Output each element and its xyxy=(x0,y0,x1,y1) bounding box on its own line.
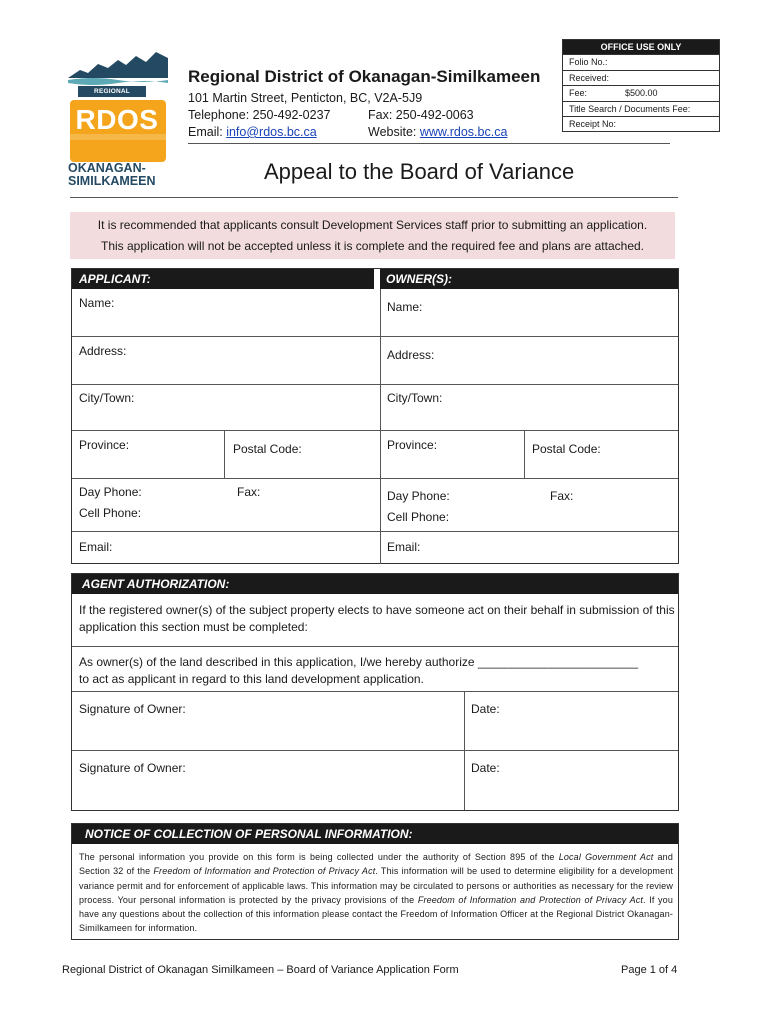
header-divider xyxy=(188,143,670,144)
row-divider xyxy=(72,384,678,385)
collection-notice-section xyxy=(71,823,679,940)
email-label: Email: xyxy=(188,125,227,139)
collection-text-2: and Section 32 of the xyxy=(79,852,673,877)
applicant-email-field[interactable]: Email: xyxy=(79,540,113,554)
collection-notice-text xyxy=(79,850,673,936)
collection-text-1: The personal information you provide on this form is being collected under the authority of Section 895 of the xyxy=(79,852,559,862)
applicant-cell-phone-field[interactable]: Cell Phone: xyxy=(79,506,142,520)
office-received: Received: xyxy=(563,70,719,86)
logo-region-label: REGIONAL xyxy=(78,86,146,97)
logo-name-line2: SIMILKAMEEN xyxy=(68,174,156,188)
row-divider xyxy=(72,750,678,751)
logo-acronym: RDOS xyxy=(75,104,159,135)
owner-name-field[interactable]: Name: xyxy=(387,300,423,314)
office-fee-label: Fee: xyxy=(569,88,588,99)
applicant-name-field[interactable]: Name: xyxy=(79,296,115,310)
applicant-day-phone-field[interactable]: Day Phone: xyxy=(79,485,142,499)
applicant-city-field[interactable]: City/Town: xyxy=(79,391,135,405)
org-address: 101 Martin Street, Penticton, BC, V2A-5J9 xyxy=(188,91,423,105)
owner-signature-field-2[interactable]: Signature of Owner: xyxy=(79,761,186,775)
email-link[interactable]: info@rdos.bc.ca xyxy=(226,125,317,139)
office-receipt: Receipt No: xyxy=(563,116,719,132)
collection-text-2-italic: Freedom of Information and Protection of Privacy Act xyxy=(153,866,376,877)
office-fee-value: $500.00 xyxy=(625,88,658,99)
office-folio: Folio No.: xyxy=(563,54,719,70)
logo-name xyxy=(68,162,168,188)
row-divider xyxy=(72,478,678,479)
owner-signature-field-1[interactable]: Signature of Owner: xyxy=(79,702,186,716)
agent-heading: AGENT AUTHORIZATION: xyxy=(72,574,678,594)
website-label: Website: xyxy=(368,125,420,139)
owner-email-field[interactable]: Email: xyxy=(387,540,421,554)
office-use-title: OFFICE USE ONLY xyxy=(563,40,719,54)
collection-heading: NOTICE OF COLLECTION OF PERSONAL INFORMATION: xyxy=(72,824,678,844)
applicant-fax-field[interactable]: Fax: xyxy=(237,485,261,499)
agent-authorize-line1[interactable]: As owner(s) of the land described in this application, I/we hereby authorize ________________________ xyxy=(79,655,639,669)
owner-city-field[interactable]: City/Town: xyxy=(387,391,443,405)
office-title-search: Title Search / Documents Fee: xyxy=(563,101,719,117)
org-email-row xyxy=(188,125,317,139)
column-divider xyxy=(380,289,381,564)
collection-text-4: . If you have any questions about the collection of this information please contact the Freedom of Information Officer at the Regional District Okanagan-Similkameen for information. xyxy=(79,894,673,934)
owner-address-field[interactable]: Address: xyxy=(387,348,435,362)
signature-date-field-1[interactable]: Date: xyxy=(471,702,500,716)
row-divider xyxy=(72,531,678,532)
footer-page-number: Page 1 of 4 xyxy=(621,964,678,976)
applicant-address-field[interactable]: Address: xyxy=(79,344,127,358)
owner-day-phone-field[interactable]: Day Phone: xyxy=(387,489,450,503)
consult-notice xyxy=(70,212,675,259)
mountain-icon xyxy=(68,48,168,86)
title-divider xyxy=(70,197,678,198)
applicant-postal-divider xyxy=(224,430,225,478)
footer-form-name: Regional District of Okanagan Similkameen – Board of Variance Application Form xyxy=(62,964,459,976)
consult-notice-line1: It is recommended that applicants consult Development Services staff prior to submitting an application. xyxy=(97,218,648,232)
owner-heading: OWNER(S): xyxy=(380,269,678,289)
consult-notice-line2: This application will not be accepted unless it is complete and the required fee and plans are attached. xyxy=(101,239,644,253)
org-fax: Fax: 250-492-0063 xyxy=(368,108,474,122)
signature-date-field-2[interactable]: Date: xyxy=(471,761,500,775)
collection-text-1-italic: Local Government Act xyxy=(558,852,654,862)
owner-postal-field[interactable]: Postal Code: xyxy=(532,442,601,456)
row-divider xyxy=(72,646,678,647)
collection-text-3-italic: Freedom of Information and Protection of Privacy Act xyxy=(417,894,644,905)
owner-postal-divider xyxy=(524,430,525,478)
owner-cell-phone-field[interactable]: Cell Phone: xyxy=(387,510,450,524)
applicant-postal-field[interactable]: Postal Code: xyxy=(233,442,302,456)
agent-intro: If the registered owner(s) of the subject property elects to have someone act on their behalf in submission of this application this section must be completed: xyxy=(79,603,675,634)
org-website-row xyxy=(368,125,507,139)
owner-province-field[interactable]: Province: xyxy=(387,438,438,452)
agent-authorization-section xyxy=(71,573,679,811)
website-link[interactable]: www.rdos.bc.ca xyxy=(419,125,508,139)
applicant-owner-table xyxy=(71,268,679,564)
collection-text-3: . This information will be used to determine eligibility for a development variance permit and for enforcement of applicable laws. This information may be circulated to persons or authorities as necessary for the review process. Your personal information is protected by the privacy provisions of the xyxy=(79,866,674,905)
agent-authorize-line2: to act as applicant in regard to this land development application. xyxy=(79,672,424,686)
office-fee-row xyxy=(563,85,719,101)
row-divider xyxy=(72,430,678,431)
row-divider xyxy=(72,336,678,337)
row-divider xyxy=(72,691,678,692)
applicant-province-field[interactable]: Province: xyxy=(79,438,130,452)
org-name: Regional District of Okanagan-Similkameen xyxy=(188,67,541,86)
office-use-box xyxy=(562,39,720,132)
applicant-heading: APPLICANT: xyxy=(72,269,374,289)
org-telephone: Telephone: 250-492-0237 xyxy=(188,108,331,122)
owner-fax-field[interactable]: Fax: xyxy=(550,489,574,503)
rdos-logo xyxy=(68,48,168,188)
logo-name-line1: OKANAGAN- xyxy=(68,161,146,175)
page-title: Appeal to the Board of Variance xyxy=(264,159,575,184)
